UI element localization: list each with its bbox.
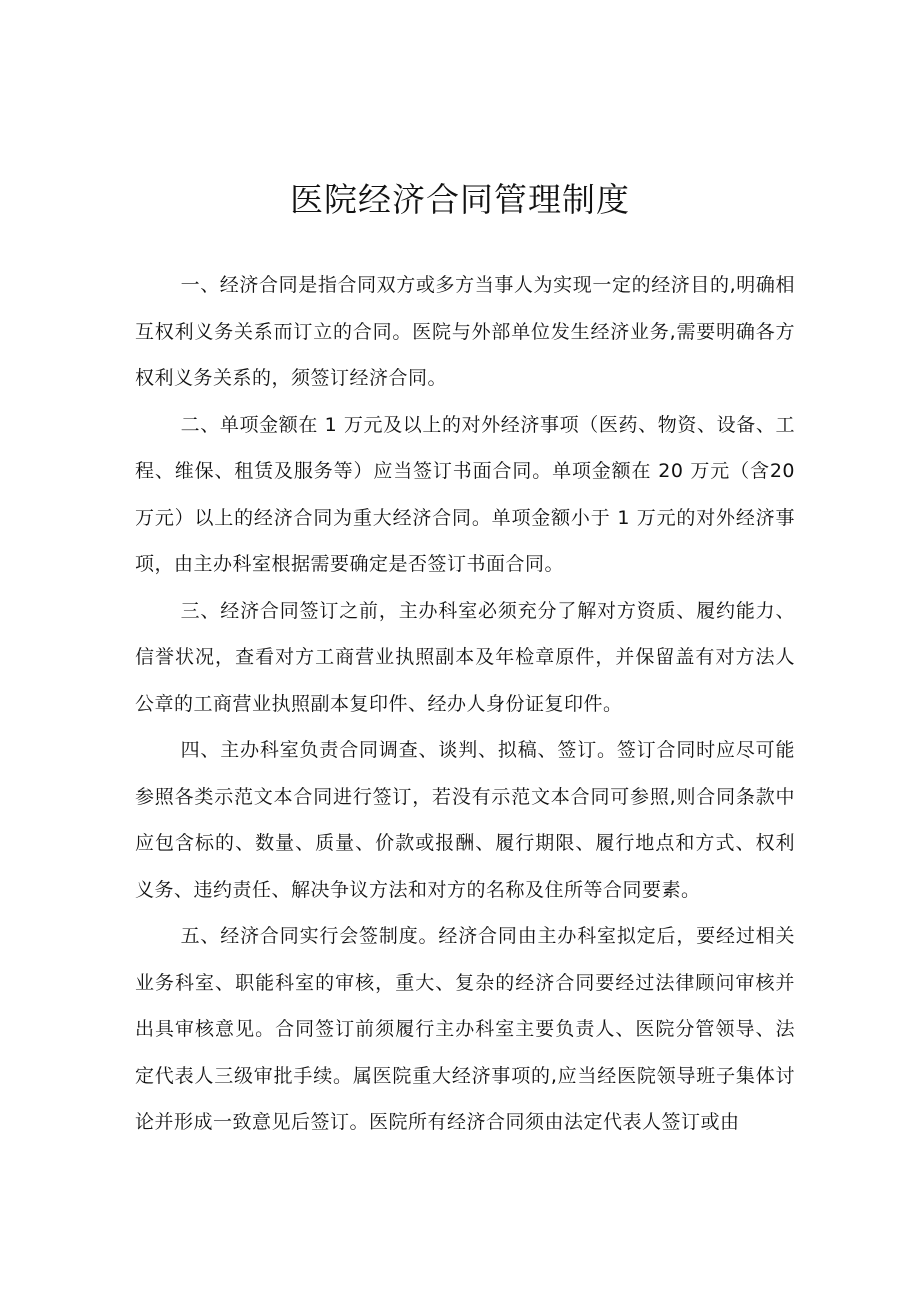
paragraph-2: 二、单项金额在 1 万元及以上的对外经济事项（医药、物资、设备、工程、维保、租赁及服务等）应当签订书面合同。单项金额在 20 万元（含20 万元）以上的经济合同为重大经济合同。单项金额小于 1 万元的对外经济事项，由主办科室根据需要确定是否签订书面合同。 xyxy=(135,413,795,575)
paragraph-5: 五、经济合同实行会签制度。经济合同由主办科室拟定后，要经过相关业务科室、职能科室的审核，重大、复杂的经济合同要经过法律顾问审核并出具审核意见。合同签订前须履行主办科室主要负责人、医院分管领导、法定代表人三级审批手续。属医院重大经济事项的,应当经医院领导班子集体讨论并形成一致意见后签订。医院所有经济合同须由法定代表人签订或由 xyxy=(135,925,795,1133)
paragraph-1: 一、经济合同是指合同双方或多方当事人为实现一定的经济目的,明确相互权利义务关系而订立的合同。医院与外部单位发生经济业务,需要明确各方权利义务关系的，须签订经济合同。 xyxy=(135,274,795,389)
document-body xyxy=(135,262,795,1146)
paragraph-3: 三、经济合同签订之前，主办科室必须充分了解对方资质、履约能力、信誉状况，查看对方工商营业执照副本及年检章原件，并保留盖有对方法人公章的工商营业执照副本复印件、经办人身份证复印件。 xyxy=(135,599,795,715)
paragraph-4: 四、主办科室负责合同调查、谈判、拟稿、签订。签订合同时应尽可能参照各类示范文本合同进行签订，若没有示范文本合同可参照,则合同条款中应包含标的、数量、质量、价款或报酬、履行期限、履行地点和方式、权利义务、违约责任、解决争议方法和对方的名称及住所等合同要素。 xyxy=(135,739,795,901)
document-title: 医院经济合同管理制度 xyxy=(290,180,630,219)
